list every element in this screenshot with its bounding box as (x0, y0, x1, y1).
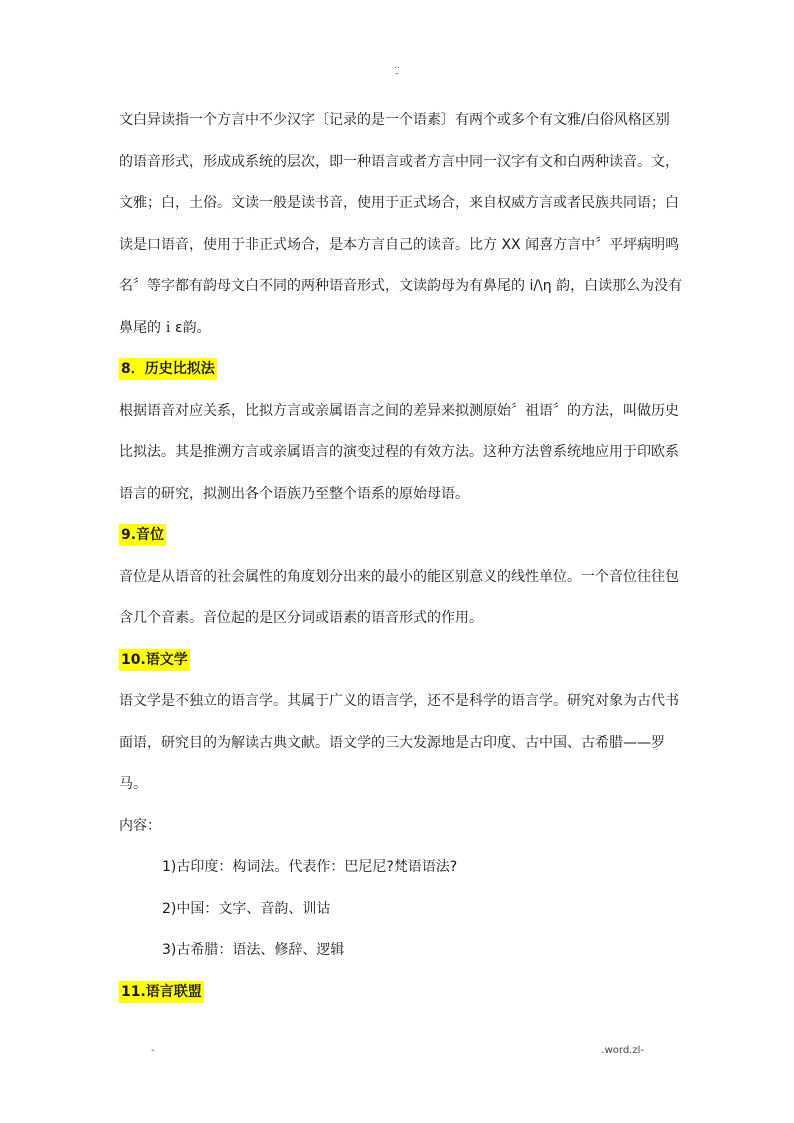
paragraph-line: 语言的研究，拟测出各个语族乃至整个语系的原始母语。 (119, 485, 469, 502)
paragraph-line: 文白异读指一个方言中不少汉字〔记录的是一个语素〕有两个或多个有文雅/白俗风格区别 (119, 112, 670, 128)
paragraph-line: 名〞等字都有韵母文白不同的两种语音形式，文读韵母为有鼻尾的 i/\η 韵，白读那么为没有 (119, 278, 683, 294)
paragraph-line: 读是口语音，使用于非正式场合，是本方言自己的读音。比方 XX 闻喜方言中〞平坪病明鸣 (119, 236, 680, 253)
paragraph-line: 的语音形式，形成成系统的层次，即一种语言或者方言中同一汉字有文和白两种读音。文， (119, 153, 679, 170)
paragraph-line: 鼻尾的ｉɛ韵。 (119, 319, 211, 336)
heading-highlight: 9.音位 (119, 524, 166, 546)
section-heading (119, 349, 679, 391)
section-heading (119, 515, 679, 557)
paragraph-line: 含几个音素。音位起的是区分词或语素的语音形式的作用。 (119, 610, 483, 626)
heading-highlight: 10.语文学 (119, 649, 190, 671)
heading-highlight: 11.语言联盟 (119, 981, 204, 1003)
paragraph-line: 面语，研究目的为解读古典文献。语文学的三大发源地是古印度、古中国、古希腊——罗 (119, 734, 665, 751)
paragraph-line: 马。 (119, 776, 147, 792)
heading-highlight: 8．历史比拟法 (119, 358, 217, 380)
page-header-mark (0, 62, 794, 78)
paragraph-line: 内容： (119, 817, 161, 834)
section-heading (119, 640, 679, 682)
list-item: 3)古希腊：语法、修辞、逻辑 (162, 942, 345, 958)
paragraph-line: 音位是从语音的社会属性的角度划分出来的最小的能区别意义的线性单位。一个音位往往包 (119, 568, 679, 585)
header-dots: .. (394, 61, 400, 71)
footer-left-mark: - (151, 1045, 155, 1056)
paragraph-line: 根据语音对应关系，比拟方言或亲属语言之间的差异来拟测原始〞祖语〞的方法，叫做历史 (119, 402, 679, 419)
section-heading (119, 972, 679, 1014)
footer-source-text: .word.zl- (601, 1045, 644, 1056)
paragraph-line: 语文学是不独立的语言学。其属于广义的语言学，还不是科学的语言学。研究对象为古代书 (119, 693, 679, 709)
paragraph-line: 文雅；白，土俗。文读一般是读书音，使用于正式场合，来自权威方言或者民族共同语；白 (119, 195, 679, 211)
paragraph-line: 比拟法。其是推溯方言或亲属语言的演变过程的有效方法。这种方法曾系统地应用于印欧系 (119, 444, 679, 460)
header-dash: - (395, 69, 399, 79)
list-item: 2)中国：文字、音韵、训诂 (162, 900, 331, 917)
document-body (119, 100, 683, 1013)
list-item: 1)古印度：构词法。代表作：巴尼尼?梵语语法? (162, 859, 458, 875)
